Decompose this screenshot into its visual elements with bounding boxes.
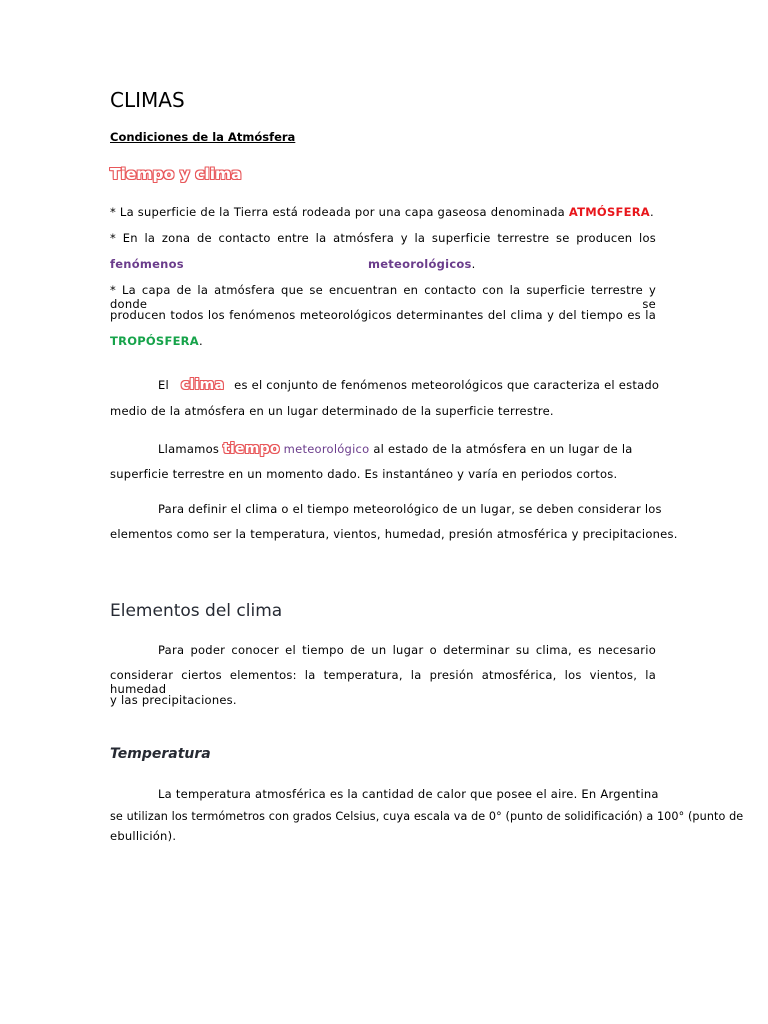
term-tiempo: tiempo bbox=[223, 441, 280, 457]
section-subtitle: Condiciones de la Atmósfera bbox=[110, 130, 296, 144]
term-troposfera: TROPÓSFERA bbox=[110, 334, 199, 348]
paragraph-temperatura-line3: ebullición). bbox=[110, 829, 177, 843]
paragraph-elementos-line1: Para poder conocer el tiempo de un lugar o determinar su clima, es necesario bbox=[158, 643, 656, 657]
paragraph-clima-line2: medio de la atmósfera en un lugar determinado de la superficie terrestre. bbox=[110, 404, 554, 418]
term-meteorologico: meteorológico bbox=[283, 442, 370, 456]
paragraph-elementos-line2: considerar ciertos elementos: la temperatura, la presión atmosférica, los vientos, la humedad bbox=[110, 668, 656, 696]
word-llamamos: Llamamos bbox=[158, 442, 220, 456]
heading-tiempo-y-clima: Tiempo y clima bbox=[110, 165, 242, 183]
heading-elementos-del-clima: Elementos del clima bbox=[110, 601, 283, 621]
paragraph-atmosfera bbox=[110, 205, 654, 219]
paragraph-fenomenos-line1: * En la zona de contacto entre la atmósfera y la superficie terrestre se producen los bbox=[110, 231, 656, 245]
punctuation: . bbox=[198, 334, 203, 348]
term-clima: clima bbox=[180, 377, 225, 393]
paragraph-text: al estado de la atmósfera en un lugar de la bbox=[369, 442, 633, 456]
paragraph-elementos-line3: y las precipitaciones. bbox=[110, 693, 237, 707]
paragraph-troposfera-line2: producen todos los fenómenos meteorológicos determinantes del clima y del tiempo es la bbox=[110, 308, 656, 322]
paragraph-temperatura-line2: se utilizan los termómetros con grados Celsius, cuya escala va de 0° (punto de solidificación) a 100° (punto de bbox=[110, 810, 744, 823]
punctuation: . bbox=[649, 205, 654, 219]
paragraph-clima-line1 bbox=[158, 377, 660, 393]
paragraph-text: * La superficie de la Tierra está rodeada por una capa gaseosa denominada bbox=[110, 205, 569, 219]
term-fenomenos: fenómenos bbox=[110, 257, 184, 271]
page-title: CLIMAS bbox=[110, 88, 185, 112]
paragraph-text: es el conjunto de fenómenos meteorológicos que caracteriza el estado bbox=[234, 378, 660, 392]
paragraph-temperatura-line1: La temperatura atmosférica es la cantidad de calor que posee el aire. En Argentina bbox=[158, 787, 659, 801]
heading-temperatura: Temperatura bbox=[110, 746, 211, 762]
paragraph-tiempo-line2: superficie terrestre en un momento dado. Es instantáneo y varía en periodos cortos. bbox=[110, 467, 618, 481]
paragraph-definir-line1: Para definir el clima o el tiempo meteorológico de un lugar, se deben considerar los bbox=[158, 502, 662, 516]
word-el: El bbox=[158, 378, 169, 392]
term-atmosfera: ATMÓSFERA bbox=[568, 205, 650, 219]
paragraph-troposfera-line1: * La capa de la atmósfera que se encuentran en contacto con la superficie terrestre y donde se bbox=[110, 283, 656, 311]
paragraph-troposfera-line3 bbox=[110, 334, 203, 348]
paragraph-definir-line2: elementos como ser la temperatura, vientos, humedad, presión atmosférica y precipitaciones. bbox=[110, 527, 678, 541]
paragraph-tiempo-line1 bbox=[158, 441, 633, 457]
term-meteorologicos: meteorológicos bbox=[368, 257, 472, 271]
punctuation: . bbox=[471, 257, 476, 271]
